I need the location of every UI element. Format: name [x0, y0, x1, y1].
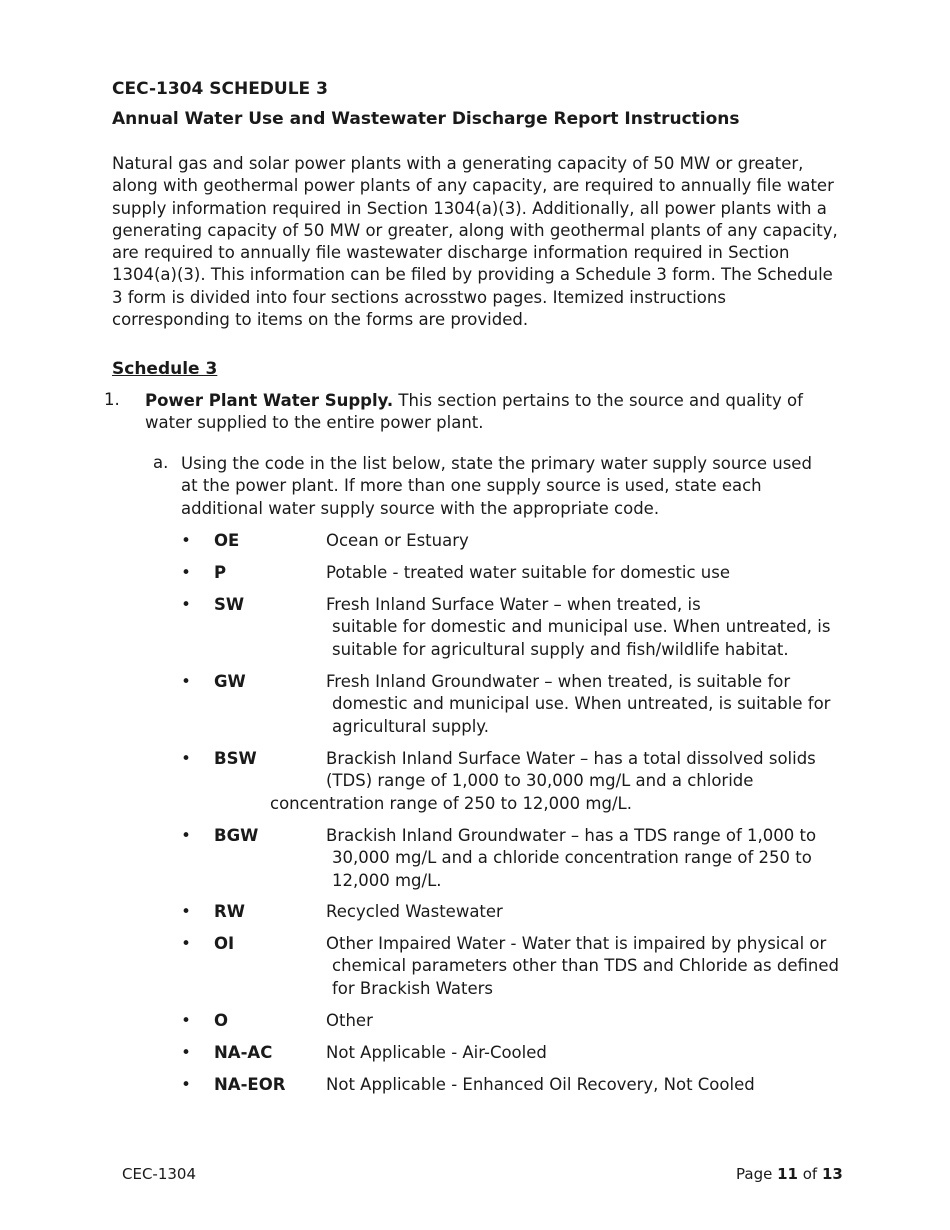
description-line: Brackish Inland Groundwater – has a TDS range of 1,000 to: [326, 826, 817, 845]
document-title: CEC-1304 SCHEDULE 3: [112, 79, 328, 99]
water-source-description: [326, 901, 846, 923]
description-line: Ocean or Estuary: [326, 531, 469, 550]
description-line: 12,000 mg/L.: [332, 870, 442, 890]
section-number: 1.: [104, 390, 120, 409]
description-line: agricultural supply.: [332, 716, 489, 736]
description-line: Fresh Inland Groundwater – when treated, is suitable for: [326, 672, 791, 691]
water-source-description: [326, 594, 846, 661]
current-page: 11: [777, 1165, 798, 1183]
water-source-description: [326, 671, 846, 738]
section-1-heading: Power Plant Water Supply.: [145, 391, 394, 410]
document-subtitle: Annual Water Use and Wastewater Discharge Report Instructions: [112, 109, 740, 129]
water-source-code: NA-EOR: [214, 1075, 286, 1094]
water-source-description: [326, 1074, 846, 1096]
footer-page-number: [736, 1165, 843, 1183]
description-line: Other: [326, 1011, 373, 1030]
bullet-icon: •: [181, 563, 191, 582]
item-a-label: a.: [153, 453, 169, 472]
bullet-icon: •: [181, 531, 191, 550]
description-line: 30,000 mg/L and a chloride concentration range of 250 to: [332, 848, 812, 868]
description-line: Potable - treated water suitable for domestic use: [326, 563, 731, 582]
description-line: domestic and municipal use. When untreated, is suitable for: [332, 694, 831, 714]
bullet-icon: •: [181, 672, 191, 691]
water-source-code: NA-AC: [214, 1043, 273, 1062]
water-source-description: [326, 933, 846, 1000]
section-1-text: [145, 390, 835, 435]
bullet-icon: •: [181, 1011, 191, 1030]
bullet-icon: •: [181, 749, 191, 768]
water-source-description: [326, 530, 846, 552]
water-source-description: [326, 1010, 846, 1032]
bullet-icon: •: [181, 1043, 191, 1062]
description-line: suitable for domestic and municipal use. When untreated, is: [332, 617, 831, 637]
bullet-icon: •: [181, 595, 191, 614]
water-source-code: OI: [214, 934, 235, 953]
section-1-body: This section pertains to the source and quality of water supplied to the entire power plant.: [145, 391, 803, 433]
water-source-code: O: [214, 1011, 229, 1030]
description-line: suitable for agricultural supply and fish/wildlife habitat.: [332, 639, 789, 659]
water-source-description: [326, 825, 846, 892]
description-line: chemical parameters other than TDS and Chloride as defined: [332, 956, 839, 976]
water-source-description: [326, 1042, 846, 1064]
total-pages: 13: [821, 1165, 843, 1183]
page-label: Page: [736, 1165, 778, 1183]
bullet-icon: •: [181, 1075, 191, 1094]
water-source-code: P: [214, 563, 227, 582]
water-source-code: BSW: [214, 749, 257, 768]
water-source-code: OE: [214, 531, 240, 550]
schedule-heading: Schedule 3: [112, 359, 218, 379]
water-source-description: [326, 562, 846, 584]
bullet-icon: •: [181, 902, 191, 921]
description-line: Not Applicable - Air-Cooled: [326, 1043, 547, 1062]
water-source-code: SW: [214, 595, 245, 614]
description-line: for Brackish Waters: [332, 978, 494, 998]
description-line: Not Applicable - Enhanced Oil Recovery, Not Cooled: [326, 1075, 755, 1094]
description-line: Brackish Inland Surface Water – has a total dissolved solids: [326, 749, 816, 768]
intro-paragraph: Natural gas and solar power plants with a generating capacity of 50 MW or greater, along with geothermal power plants of any capacity, are required to annually file water supply information required in Section 1304(a)(3). Additionally, all power plants with a generating capacity of 50 MW or greater, along with geothermal plants of any capacity, are required to annually file wastewater discharge information required in Section 1304(a)(3). This information can be filed by providing a Schedule 3 form. The Schedule 3 form is divided into four sections acrosstwo pages. Itemized instructions corresponding to items on the forms are provided.: [112, 154, 838, 330]
footer-form-id: CEC-1304: [122, 1165, 197, 1183]
water-source-code: BGW: [214, 826, 259, 845]
description-line: (TDS) range of 1,000 to 30,000 mg/L and a chloride: [326, 771, 754, 791]
description-line: Fresh Inland Surface Water – when treated, is: [326, 595, 701, 614]
water-source-code: RW: [214, 902, 245, 921]
description-line: Recycled Wastewater: [326, 902, 503, 921]
of-label: of: [797, 1165, 822, 1183]
description-line: Other Impaired Water - Water that is impaired by physical or: [326, 934, 827, 953]
description-line: concentration range of 250 to 12,000 mg/L.: [270, 793, 632, 813]
bullet-icon: •: [181, 934, 191, 953]
bullet-icon: •: [181, 826, 191, 845]
water-source-code: GW: [214, 672, 246, 691]
water-source-description: [270, 748, 846, 815]
item-a-text: Using the code in the list below, state the primary water supply source used at the power plant. If more than one supply source is used, state each additional water supply source with the appropriate code.: [181, 454, 812, 518]
